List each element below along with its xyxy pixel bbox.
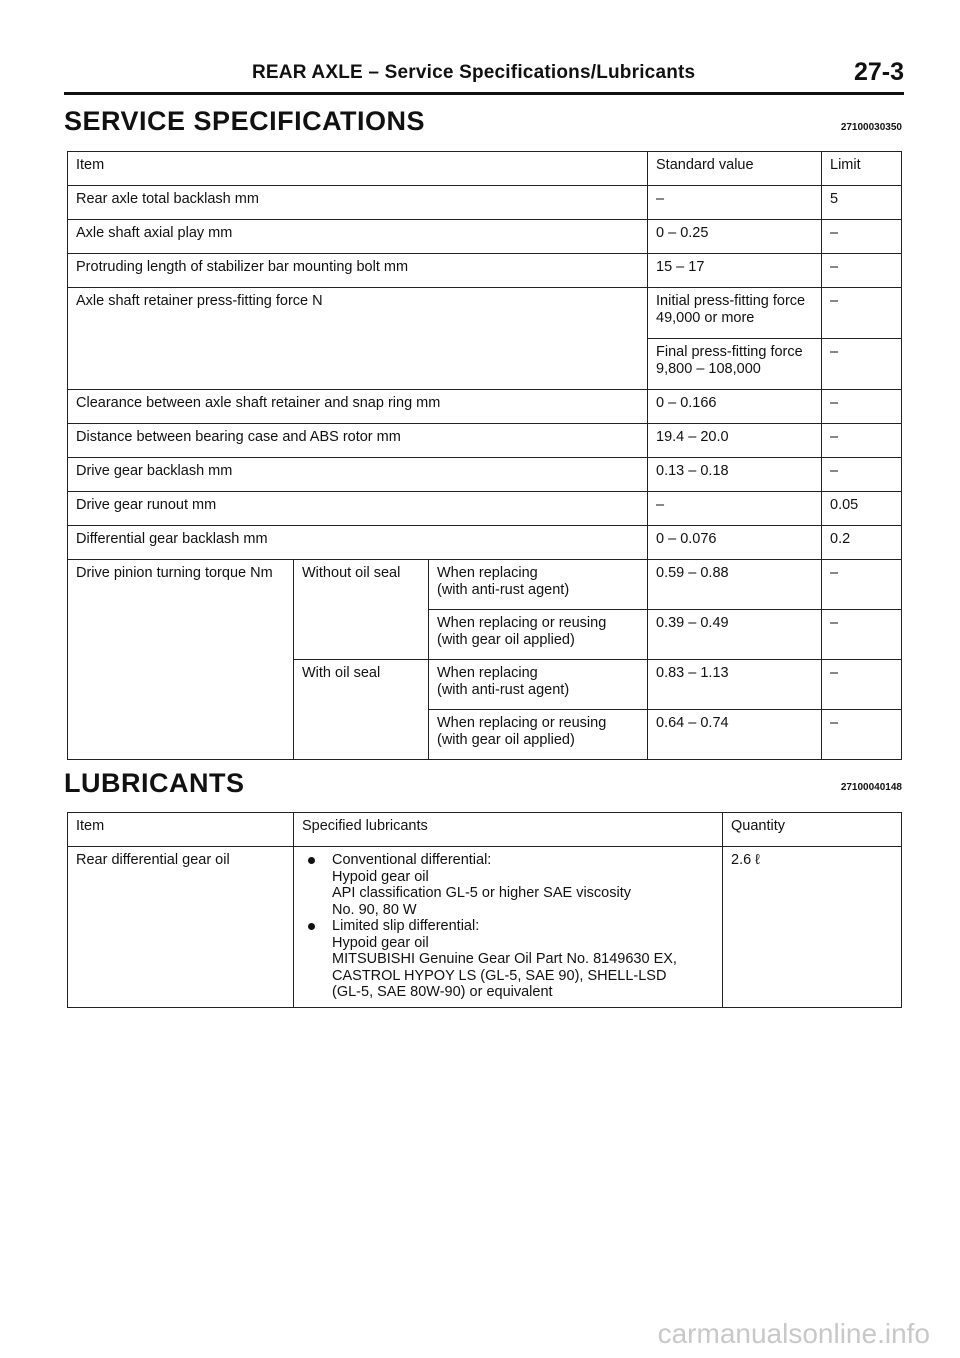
lubricant-line: No. 90, 80 W [332, 901, 417, 918]
table-row [68, 390, 902, 424]
table-header-row [68, 813, 902, 847]
lubricant-list [302, 852, 714, 1001]
table-row [68, 560, 902, 610]
limit-cell: – [822, 254, 902, 288]
standard-value-cell: 0.64 – 0.74 [648, 710, 822, 760]
condition-cell [429, 660, 648, 710]
bullet-icon [308, 923, 315, 930]
item-cell: Axle shaft axial play mm [68, 220, 648, 254]
service-specifications-heading: SERVICE SPECIFICATIONS [64, 106, 426, 136]
standard-value-cell: 0 – 0.166 [648, 390, 822, 424]
column-header-item: Item [68, 813, 294, 847]
limit-cell: – [822, 288, 902, 339]
limit-cell: – [822, 560, 902, 610]
standard-value-cell: 19.4 – 20.0 [648, 424, 822, 458]
standard-value-cell: 0.39 – 0.49 [648, 610, 822, 660]
page-number: 27-3 [853, 58, 904, 86]
item-cell: Protruding length of stabilizer bar mounting bolt mm [68, 254, 648, 288]
with-oil-seal-cell: With oil seal [294, 660, 429, 760]
list-item [302, 918, 714, 1001]
condition-cell [429, 560, 648, 610]
lubricant-line: Limited slip differential: [332, 918, 480, 934]
item-cell: Clearance between axle shaft retainer and snap ring mm [68, 390, 648, 424]
table-row [68, 847, 902, 1008]
limit-cell: – [822, 339, 902, 390]
limit-cell: – [822, 458, 902, 492]
without-oil-seal-cell: Without oil seal [294, 560, 429, 660]
standard-value-cell: 0.13 – 0.18 [648, 458, 822, 492]
limit-cell: – [822, 660, 902, 710]
initial-force-label: Initial press-fitting force [656, 293, 806, 309]
lubricant-line: Hypoid gear oil [332, 868, 429, 885]
column-header-limit: Limit [822, 152, 902, 186]
table-row [68, 288, 902, 339]
lubricants-heading: LUBRICANTS [64, 768, 245, 798]
standard-value-cell: – [648, 492, 822, 526]
column-header-item: Item [68, 152, 648, 186]
page-title: REAR AXLE – Service Specifications/Lubricants [252, 62, 696, 83]
page-header [64, 58, 904, 95]
limit-cell: 0.05 [822, 492, 902, 526]
lubricants-code: 27100040148 [840, 782, 902, 793]
table-row [68, 424, 902, 458]
specified-lubricants-cell [294, 847, 723, 1008]
lubricant-line: Hypoid gear oil [332, 934, 429, 951]
standard-value-cell: 0 – 0.25 [648, 220, 822, 254]
condition-line: (with gear oil applied) [437, 632, 575, 648]
standard-value-cell [648, 339, 822, 390]
lubricant-line: CASTROL HYPOY LS (GL-5, SAE 90), SHELL-LSD [332, 967, 667, 984]
table-row [68, 526, 902, 560]
lubricant-line: MITSUBISHI Genuine Gear Oil Part No. 8149630 EX, [332, 951, 677, 967]
lubricant-line: (GL-5, SAE 80W-90) or equivalent [332, 984, 553, 1000]
item-cell: Rear differential gear oil [68, 847, 294, 1008]
initial-force-value: 49,000 or more [656, 310, 755, 326]
standard-value-cell: 0.83 – 1.13 [648, 660, 822, 710]
condition-cell [429, 710, 648, 760]
standard-value-cell: 0.59 – 0.88 [648, 560, 822, 610]
column-header-standard: Standard value [648, 152, 822, 186]
lubricants-table [67, 812, 902, 1008]
table-row [68, 458, 902, 492]
drive-pinion-item-cell: Drive pinion turning torque Nm [68, 560, 294, 760]
bullet-icon [308, 857, 315, 864]
standard-value-cell: – [648, 186, 822, 220]
final-force-label: Final press-fitting force [656, 344, 803, 360]
limit-cell: 0.2 [822, 526, 902, 560]
quantity-cell: 2.6 ℓ [723, 847, 902, 1008]
item-cell: Rear axle total backlash mm [68, 186, 648, 220]
condition-line: (with anti-rust agent) [437, 582, 570, 598]
condition-cell [429, 610, 648, 660]
site-watermark: carmanualsonline.info [657, 1318, 930, 1349]
limit-cell: – [822, 390, 902, 424]
condition-line: (with gear oil applied) [437, 732, 575, 748]
limit-cell: – [822, 610, 902, 660]
limit-cell: – [822, 220, 902, 254]
item-cell: Distance between bearing case and ABS rotor mm [68, 424, 648, 458]
item-cell: Drive gear runout mm [68, 492, 648, 526]
item-cell: Drive gear backlash mm [68, 458, 648, 492]
column-header-specified-lubricants: Specified lubricants [294, 813, 723, 847]
column-header-quantity: Quantity [723, 813, 902, 847]
limit-cell: 5 [822, 186, 902, 220]
standard-value-cell [648, 288, 822, 339]
table-header-row [68, 152, 902, 186]
table-row [68, 492, 902, 526]
item-cell: Differential gear backlash mm [68, 526, 648, 560]
table-row [68, 254, 902, 288]
service-specifications-table [67, 151, 902, 760]
condition-line: When replacing or reusing [437, 615, 607, 631]
lubricant-line: Conventional differential: [332, 852, 492, 868]
standard-value-cell: 0 – 0.076 [648, 526, 822, 560]
limit-cell: – [822, 424, 902, 458]
condition-line: When replacing or reusing [437, 715, 607, 731]
table-row [68, 186, 902, 220]
limit-cell: – [822, 710, 902, 760]
table-row [68, 220, 902, 254]
condition-line: When replacing [437, 665, 538, 681]
condition-line: When replacing [437, 565, 538, 581]
standard-value-cell: 15 – 17 [648, 254, 822, 288]
list-item [302, 852, 714, 918]
service-specifications-code: 27100030350 [840, 122, 902, 133]
final-force-value: 9,800 – 108,000 [656, 361, 761, 377]
condition-line: (with anti-rust agent) [437, 682, 570, 698]
lubricant-line: API classification GL-5 or higher SAE viscosity [332, 885, 631, 901]
item-cell: Axle shaft retainer press-fitting force N [68, 288, 648, 390]
